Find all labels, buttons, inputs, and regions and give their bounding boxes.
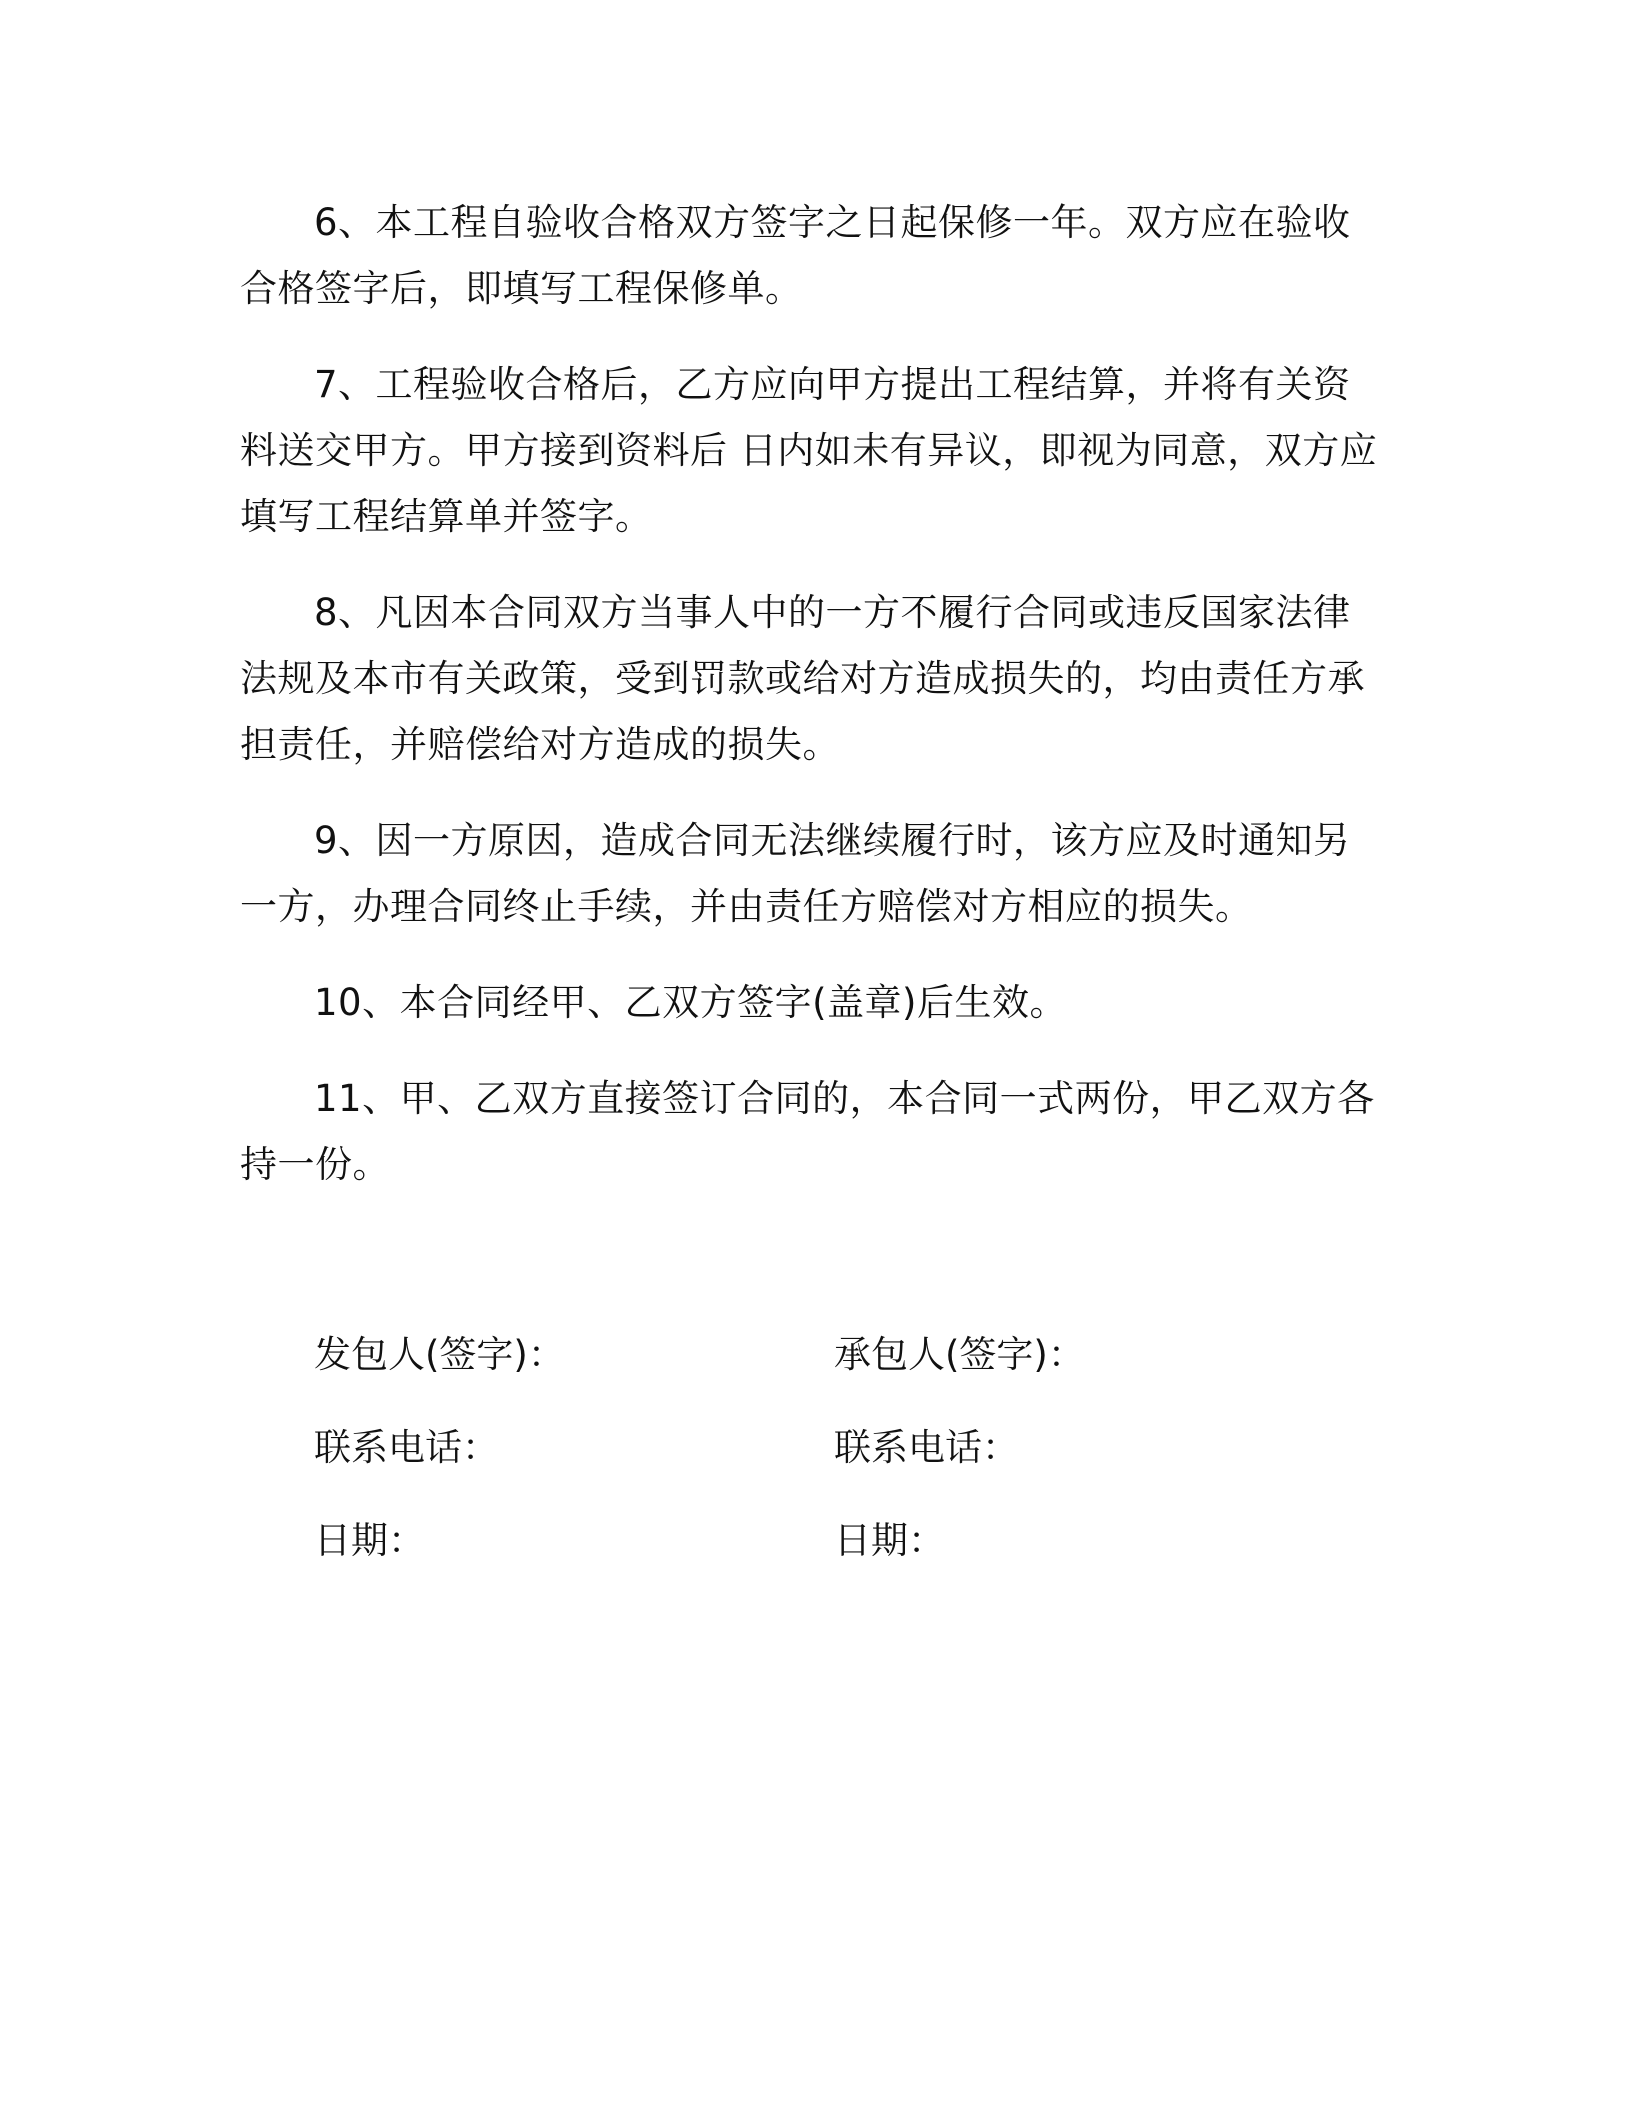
clause-10: 10、本合同经甲、乙双方签字(盖章)后生效。: [314, 981, 1067, 1024]
clause-9: 9、因一方原因，造成合同无法继续履行时，该方应及时通知另一方，办理合同终止手续，并由责任方赔偿对方相应的损失。: [240, 819, 1351, 928]
contractor-date-label: 日期：: [834, 1518, 945, 1562]
signature-block: [314, 1308, 1364, 1587]
contractor-phone-label: 联系电话：: [834, 1425, 1019, 1469]
contractor-signature-label: 承包人(签字)：: [834, 1332, 1085, 1376]
employer-date-label: 日期：: [314, 1518, 425, 1562]
signature-row-signer: [314, 1308, 1364, 1401]
clause-11: 11、甲、乙双方直接签订合同的，本合同一式两份，甲乙双方各持一份。: [240, 1077, 1375, 1186]
clause-6: 6、本工程自验收合格双方签字之日起保修一年。双方应在验收合格签字后，即填写工程保修单。: [240, 201, 1351, 310]
employer-phone-label: 联系电话：: [314, 1425, 499, 1469]
contract-clauses: [240, 190, 1385, 1228]
signature-row-phone: [314, 1401, 1364, 1494]
clause-7: 7、工程验收合格后，乙方应向甲方提出工程结算，并将有关资料送交甲方。甲方接到资料后 日内如未有异议，即视为同意，双方应填写工程结算单并签字。: [240, 363, 1378, 538]
employer-signature-label: 发包人(签字)：: [314, 1332, 565, 1376]
clause-8: 8、凡因本合同双方当事人中的一方不履行合同或违反国家法律法规及本市有关政策，受到罚款或给对方造成损失的，均由责任方承担责任，并赔偿给对方造成的损失。: [240, 591, 1365, 766]
signature-row-date: [314, 1494, 1364, 1587]
